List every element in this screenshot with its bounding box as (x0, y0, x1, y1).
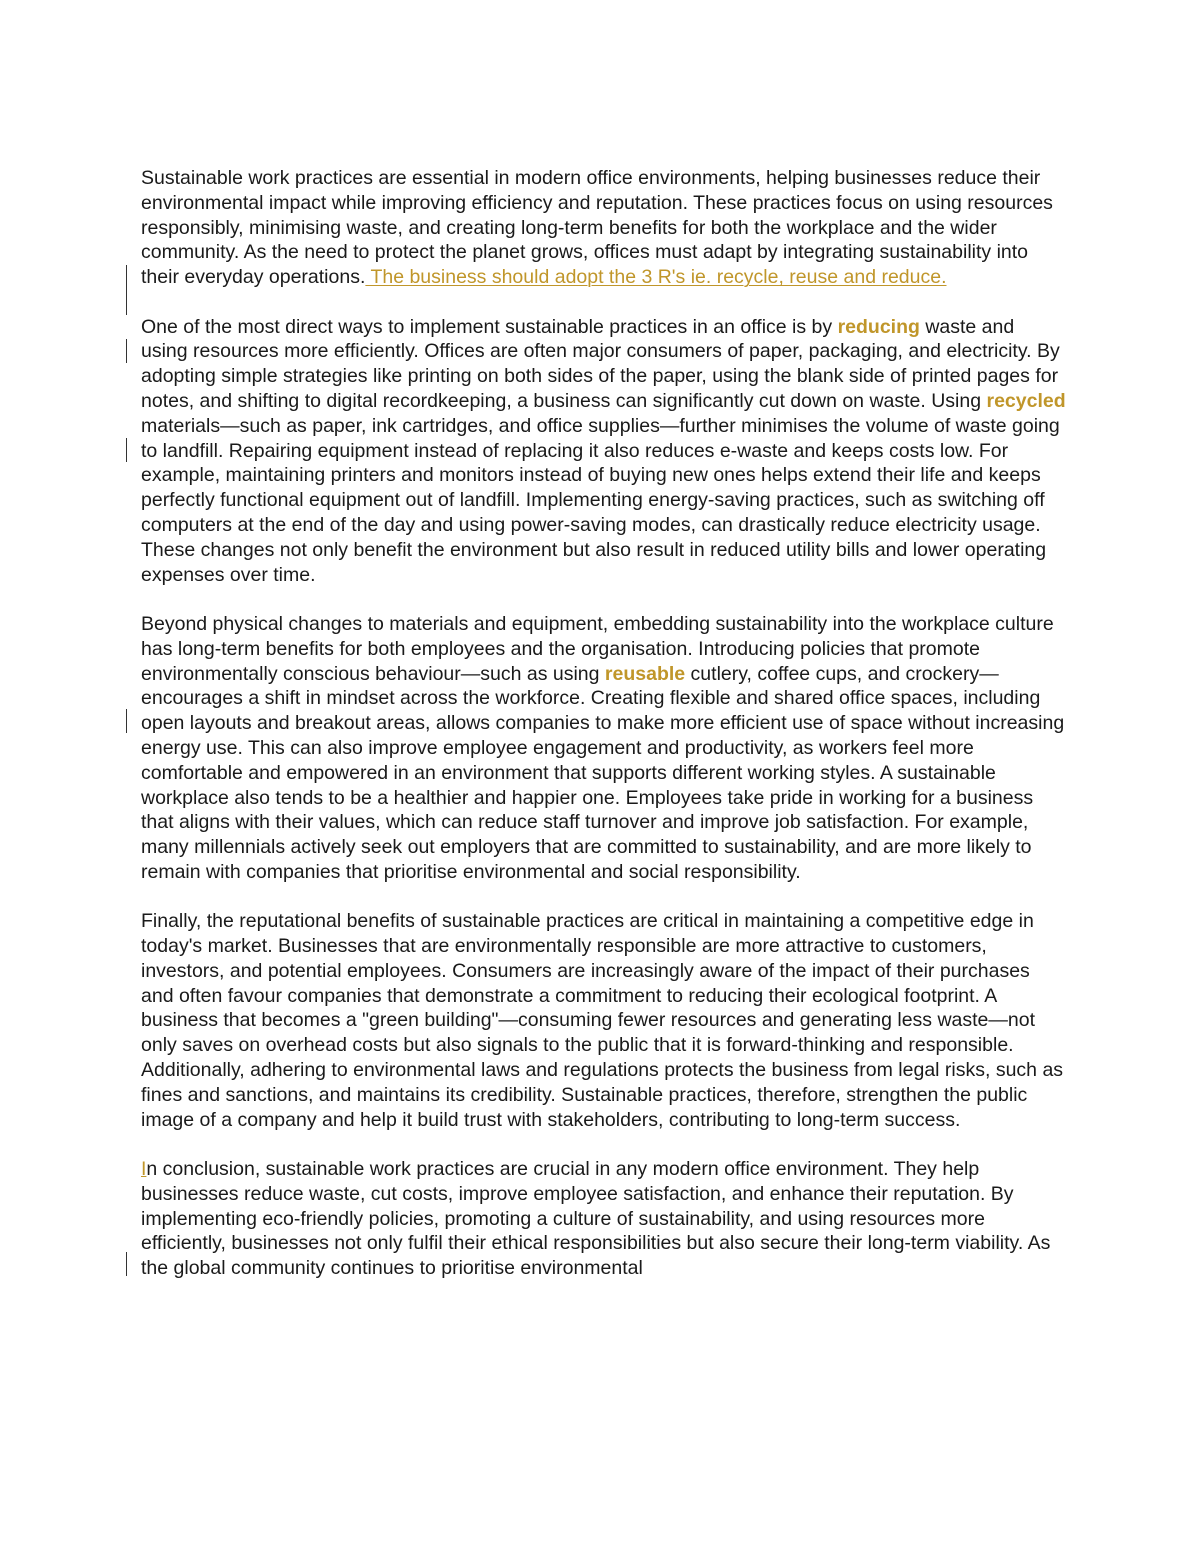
paragraph-conclusion (141, 1157, 1066, 1281)
paragraph-text: Finally, the reputational benefits of sustainable practices are critical in maintaining a competitive edge in today's market. Businesses that are environmentally responsible are more attractive to customers, investors, and potential employees. Consumers are increasingly aware of the impact of their purchases and often favour companies that demonstrate a commitment to reducing their ecological footprint. A business that becomes a "green building"—consuming fewer resources and generating less waste—not only saves on overhead costs but also signals to the public that it is forward-thinking and responsible. Additionally, adhering to environmental laws and regulations protects the business from legal risks, such as fines and sanctions, and maintains its credibility. Sustainable practices, therefore, strengthen the public image of a company and help it build trust with stakeholders, contributing to long-term success. (141, 910, 1064, 1131)
paragraph-text: Beyond physical changes to materials and equipment, embedding sustainability into the workplace culture has long-term benefits for both employees and the organisation. Introducing policies that promote environmentally conscious behaviour—such as using (141, 612, 1054, 685)
inserted-text: The business should adopt the 3 R's ie. recycle, reuse and reduce. (365, 266, 947, 289)
paragraph-workplace-culture (141, 612, 1066, 885)
change-bar-p5 (126, 1252, 127, 1276)
paragraph-text: One of the most direct ways to implement sustainable practices in an office is by (141, 315, 838, 338)
document-body (141, 166, 1066, 1306)
paragraph-text: materials—such as paper, ink cartridges, and office supplies—further minimises the volume of waste going to landfill. Repairing equipment instead of replacing it also reduces e-waste and keeps costs low. For example, maintaining printers and monitors instead of buying new ones helps extend their life and keeps perfectly functional equipment out of landfill. Implementing energy-saving practices, such as switching off computers at the end of the day and using power-saving modes, can drastically reduce electricity usage. These changes not only benefit the environment but also result in reduced utility bills and lower operating expenses over time. (141, 414, 1060, 586)
inserted-letter: I (141, 1158, 147, 1181)
paragraph-text: cutlery, coffee cups, and crockery—encourages a shift in mindset across the workforce. Creating flexible and shared office spaces, including open layouts and breakout areas, allows companies to make more efficient use of space without increasing energy use. This can also improve employee engagement and productivity, as workers feel more comfortable and empowered in an environment that supports different working styles. A sustainable workplace also tends to be a healthier and happier one. Employees take pride in working for a business that aligns with their values, which can reduce staff turnover and improve job satisfaction. For example, many millennials actively seek out employers that are committed to sustainability, and are more likely to remain with companies that prioritise environmental and social responsibility. (141, 662, 1065, 883)
highlight-reducing: reducing (837, 315, 920, 338)
paragraph-reducing-waste (141, 315, 1066, 588)
change-bar-p2-recycled (126, 438, 127, 462)
change-bar-p3-reusable (126, 709, 127, 733)
paragraph-text: waste and using resources more efficiently. Offices are often major consumers of paper, packaging, and electricity. By adopting simple strategies like printing on both sides of the paper, using the blank side of printed pages for notes, and shifting to digital recordkeeping, a business can significantly cut down on waste. Using (141, 315, 1060, 412)
highlight-reusable: reusable (604, 662, 686, 685)
paragraph-text: Sustainable work practices are essential in modern office environments, helping businesses reduce their environmental impact while improving efficiency and reputation. These practices focus on using resources responsibly, minimising waste, and creating long-term benefits for both the workplace and the wider community. As the need to protect the planet grows, offices must adapt by integrating sustainability into their everyday operations. (141, 167, 1053, 289)
highlight-recycled: recycled (986, 389, 1066, 412)
paragraph-introduction (141, 166, 1066, 290)
change-bar-p2-top (126, 339, 127, 363)
paragraph-text: n conclusion, sustainable work practices are crucial in any modern office environment. They help businesses reduce waste, cut costs, improve employee satisfaction, and enhance their reputation. By implementing eco-friendly policies, promoting a culture of sustainability, and using resources more efficiently, businesses not only fulfil their ethical responsibilities but also secure their long-term viability. As the global community continues to prioritise environmental (141, 1158, 1051, 1280)
paragraph-reputation (141, 909, 1066, 1132)
change-bar-p1 (126, 265, 127, 315)
